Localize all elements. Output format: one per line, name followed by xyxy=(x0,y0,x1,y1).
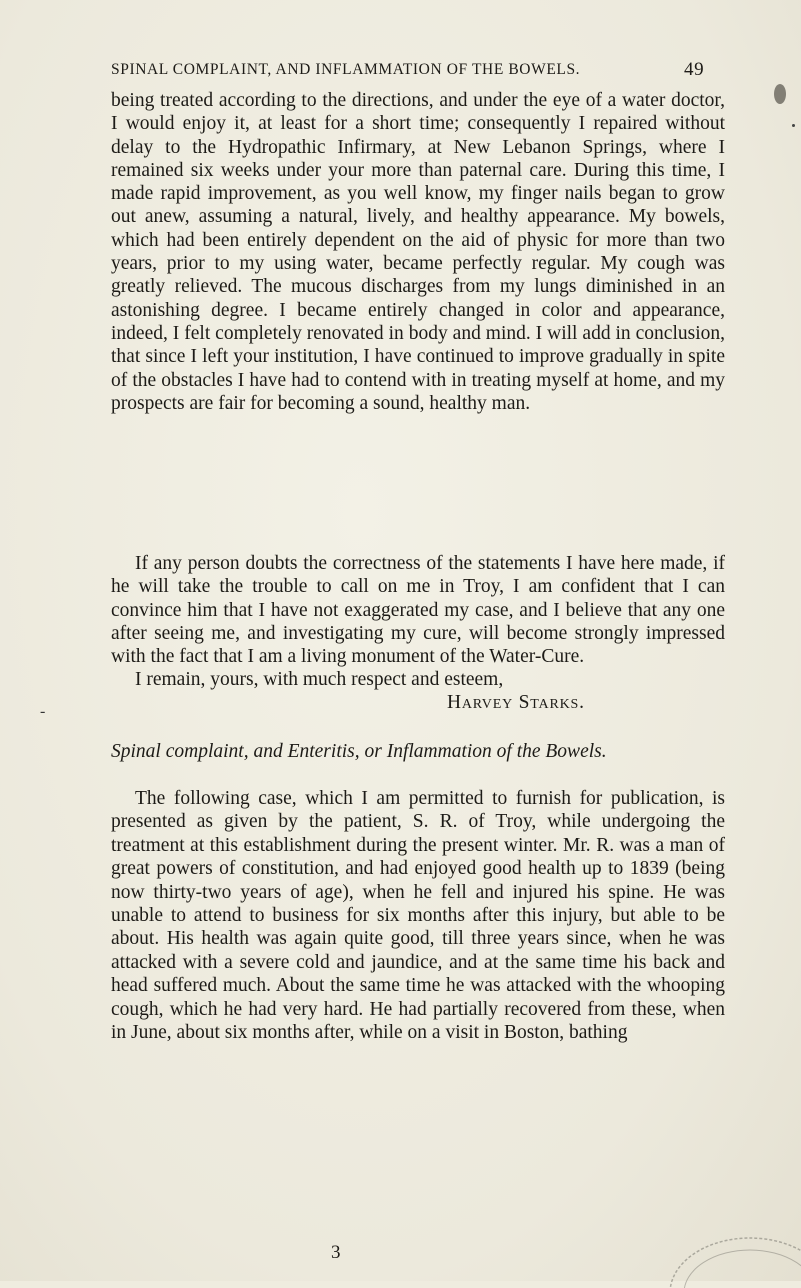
letter-closing: I remain, yours, with much respect and esteem, xyxy=(135,669,504,690)
paragraph-letter-body: being treated according to the directions, and under the eye of a water doctor, I would enjoy it, at least for a short time; consequently I repaired without delay to the Hydropathic Infirmary, at New Lebanon Springs, where I remained six weeks under your more than paternal care. During this time, I made rapid improvement, as you well know, my finger nails began to grow out anew, assuming a natural, lively, and healthy appearance. My bowels, which had been entirely dependent on the aid of physic for more than two years, prior to my using water, became perfectly regular. My cough was greatly relieved. The mucous discharges from my lungs diminished in an astonishing degree. I became entirely changed in color and appearance, indeed, I felt completely renovated in body and mind. I will add in conclusion, that since I left your institution, I have continued to improve gradually in spite of the obstacles I have had to contend with in treating myself at home, and my prospects are fair for becoming a sound, healthy man. xyxy=(111,90,725,414)
library-stamp xyxy=(655,1218,801,1288)
signature-mark: 3 xyxy=(331,1242,341,1263)
margin-mark: - xyxy=(40,703,46,720)
section-heading: Spinal complaint, and Enteritis, or Inflammation of the Bowels. xyxy=(111,741,607,762)
letter-signature: Harvey Starks. xyxy=(447,692,585,713)
ink-bleed-mark xyxy=(774,84,786,104)
ink-speck xyxy=(792,124,795,127)
running-head-title: SPINAL COMPLAINT, AND INFLAMMATION OF THE BOWELS. xyxy=(111,61,581,78)
paragraph-case-description: The following case, which I am permitted to furnish for publication, is presented as given by the patient, S. R. of Troy, while undergoing the treatment at this establishment during the present winter. Mr. R. was a man of great powers of constitution, and had enjoyed good health up to 1839 (being now thirty-two years of age), when he fell and injured his spine. He was unable to attend to business for six months after this injury, but able to be about. His health was again quite good, till three years since, when he was attacked with a severe cold and jaundice, and at the same time his back and head suffered much. About the same time he was attacked with the whooping cough, which he had very hard. He had partially recovered from these, when in June, about six months after, while on a visit in Boston, bathing xyxy=(111,788,725,1044)
page-number: 49 xyxy=(684,59,705,80)
paragraph-letter-testimony: If any person doubts the correctness of the statements I have here made, if he will take the trouble to call on me in Troy, I am confident that I can convince him that I have not exaggerated my case, and I believe that any one after seeing me, and investigating my cure, will become strongly impressed with the fact that I am a living monument of the Water-Cure. xyxy=(111,553,725,668)
